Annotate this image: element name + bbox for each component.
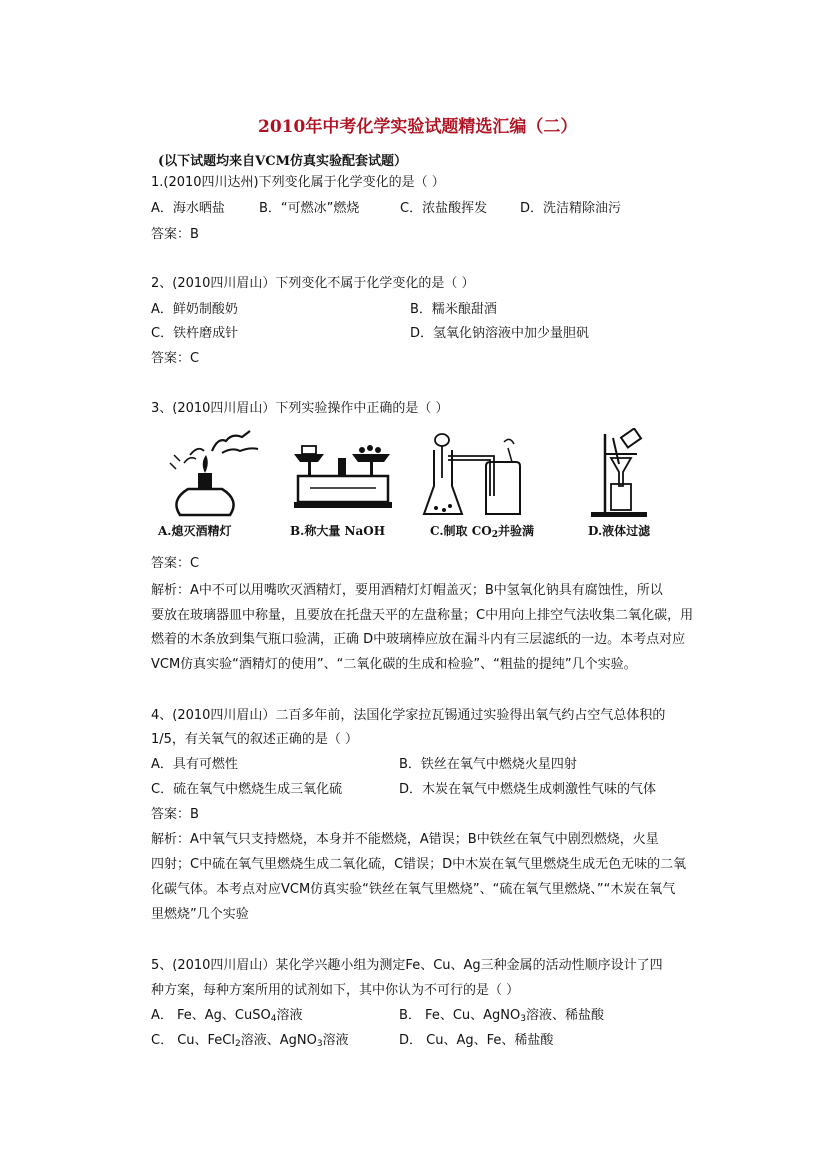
q5-option-d: D． Cu、Ag、Fe、稀盐酸	[399, 1033, 554, 1048]
q5-option-b-suffix: 溶液、稀盐酸	[525, 1008, 604, 1023]
q3-analysis-line-3: 燃着的木条放到集气瓶口验满，正确 D中玻璃棒应放在漏斗内有三层滤纸的一边。本考点对应	[151, 632, 686, 647]
q3-analysis-line-4: VCM仿真实验“酒精灯的使用”、“二氧化碳的生成和检验”、“粗盐的提纯”几个实验。	[151, 657, 637, 672]
q1-option-a: A．海水晒盐	[151, 201, 225, 216]
page-subtitle: (以下试题均来自VCM仿真实验配套试题）	[158, 154, 407, 169]
q5-option-b	[399, 1006, 604, 1026]
figure-c-caption-subscript: 2	[491, 530, 498, 540]
q3-analysis-line-1: 解析：A中不可以用嘴吹灭酒精灯，要用酒精灯灯帽盖灭；B中氢氧化钠具有腐蚀性，所以	[151, 583, 663, 598]
page-title: 2010年中考化学实验试题精选汇编（二）	[258, 117, 578, 137]
q2-answer: 答案：C	[151, 351, 200, 366]
q5-option-a	[151, 1006, 303, 1026]
q5-option-c-subscript-2: 3	[316, 1039, 323, 1049]
q4-analysis-line-4: 里燃烧”几个实验	[151, 907, 249, 922]
figure-d-caption: D.液体过滤	[588, 524, 651, 538]
balance-figure	[290, 440, 400, 518]
q4-analysis-line-1: 解析：A中氧气只支持燃烧，本身并不能燃烧，A错误；B中铁丝在氧气中剧烈燃烧，火星	[151, 832, 659, 847]
q4-analysis-line-3: 化碳气体。本考点对应VCM仿真实验“铁丝在氧气里燃烧”、“硫在氧气里燃烧、”“木炭在氧气	[151, 882, 676, 897]
q4-option-a: A．具有可燃性	[151, 757, 238, 772]
figure-c-caption-text: C.制取 CO	[430, 524, 492, 538]
figure-c-caption-suffix: 并验满	[497, 524, 534, 538]
q1-option-b: B．“可燃冰”燃烧	[259, 201, 360, 216]
q2-option-a: A．鲜奶制酸奶	[151, 302, 238, 317]
figure-b-caption: B.称大量 NaOH	[290, 524, 386, 538]
q4-option-c: C．硫在氧气中燃烧生成三氧化硫	[151, 782, 343, 797]
q4-stem-line-2: 1/5，有关氧气的叙述正确的是（ ）	[151, 732, 359, 747]
q5-option-c-suffix: 溶液	[322, 1033, 349, 1048]
q1-stem: 1.(2010四川达州)下列变化属于化学变化的是（ ）	[151, 175, 445, 190]
q5-option-c-subscript: 2	[234, 1039, 241, 1049]
co2-apparatus-figure	[420, 428, 530, 520]
q2-option-c: C．铁杵磨成针	[151, 326, 239, 341]
figure-a-caption: A.熄灭酒精灯	[158, 524, 232, 538]
q5-option-c	[151, 1031, 349, 1051]
figure-c-caption	[430, 522, 534, 539]
q4-stem-line-1: 4、(2010四川眉山）二百多年前，法国化学家拉瓦锡通过实验得出氧气约占空气总体积的	[151, 708, 666, 723]
q5-stem-line-2: 种方案，每种方案所用的试剂如下，其中你认为不可行的是（ ）	[151, 983, 520, 998]
q3-analysis-line-2: 要放在玻璃器皿中称量，且要放在托盘天平的左盘称量；C中用向上排空气法收集二氧化碳，用	[151, 608, 694, 623]
q3-answer: 答案：C	[151, 556, 200, 571]
q5-option-c-text: C． Cu、FeCl	[151, 1033, 235, 1048]
q3-stem: 3、(2010四川眉山）下列实验操作中正确的是（ ）	[151, 401, 449, 416]
q4-answer: 答案：B	[151, 807, 199, 822]
q2-stem: 2、(2010四川眉山）下列变化不属于化学变化的是（ ）	[151, 276, 475, 291]
q2-option-b: B．糯米酿甜酒	[410, 302, 497, 317]
q5-option-b-text: B． Fe、Cu、AgNO	[399, 1008, 521, 1023]
q2-option-d: D．氢氧化钠溶液中加少量胆矾	[410, 326, 590, 341]
q4-option-d: D．木炭在氧气中燃烧生成刺激性气味的气体	[399, 782, 657, 797]
q5-option-a-text: A． Fe、Ag、CuSO	[151, 1008, 271, 1023]
q1-option-d: D．洗洁精除油污	[520, 201, 622, 216]
q4-analysis-line-2: 四射；C中硫在氧气里燃烧生成二氧化硫，C错误；D中木炭在氧气里燃烧生成无色无味的二氧	[151, 857, 687, 872]
q5-option-a-subscript: 4	[270, 1014, 277, 1024]
q1-option-c: C．浓盐酸挥发	[400, 201, 488, 216]
q5-stem-line-1: 5、(2010四川眉山）某化学兴趣小组为测定Fe、Cu、Ag三种金属的活动性顺序设计了四	[151, 958, 663, 973]
filtration-figure	[585, 428, 675, 520]
q5-option-c-middle: 溶液、AgNO	[240, 1033, 317, 1048]
q5-option-a-suffix: 溶液	[276, 1008, 303, 1023]
q5-option-b-subscript: 3	[520, 1014, 526, 1024]
q4-option-b: B．铁丝在氧气中燃烧火星四射	[399, 757, 577, 772]
alcohol-lamp-figure	[160, 425, 270, 520]
q1-answer: 答案：B	[151, 227, 199, 242]
